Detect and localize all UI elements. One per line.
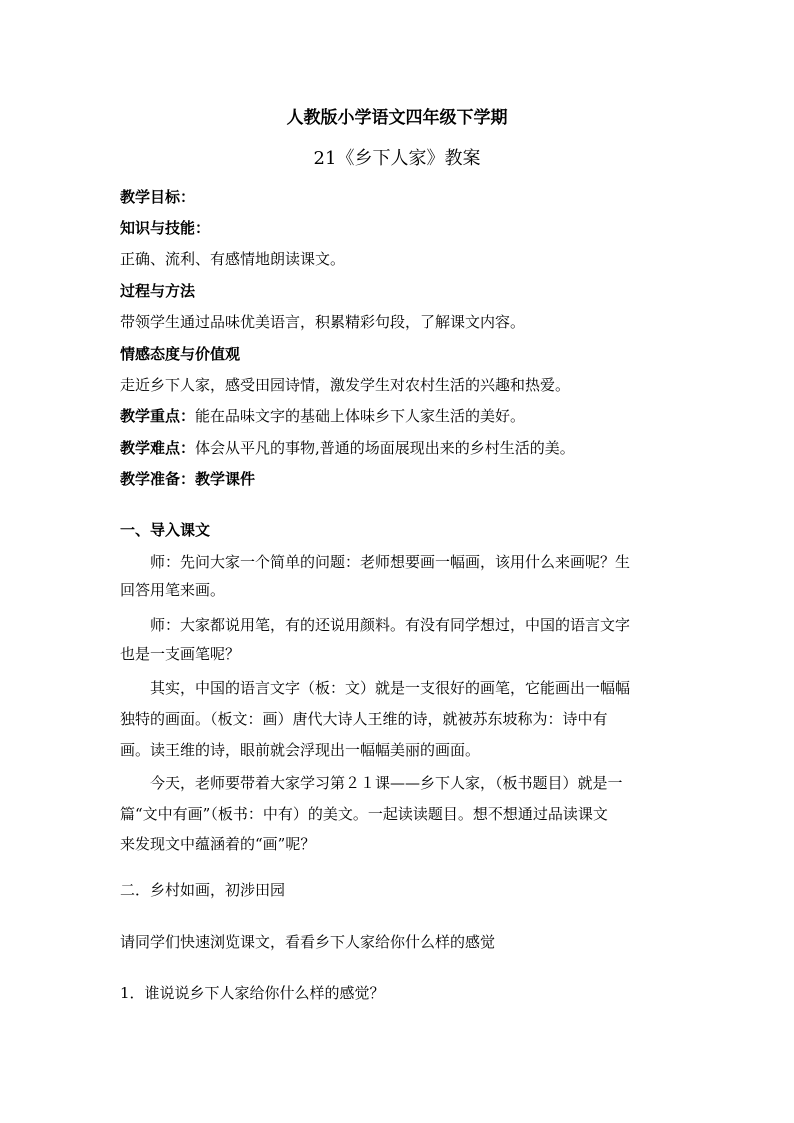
document-subtitle: 21《乡下人家》教案 bbox=[313, 148, 481, 169]
difficulty bbox=[120, 438, 680, 458]
difficulty-text: 体会从平凡的事物,普通的场面展现出来的乡村生活的美。 bbox=[195, 439, 575, 457]
section1-line: 其实，中国的语言文字（板：文）就是一支很好的画笔，它能画出一幅幅 bbox=[150, 679, 631, 697]
objectives-heading: 教学目标： bbox=[120, 188, 196, 206]
section1-line: 也是一支画笔呢？ bbox=[120, 645, 241, 663]
process-text: 带领学生通过品味优美语言，积累精彩句段，了解课文内容。 bbox=[120, 313, 526, 331]
section1-line: 今天，老师要带着大家学习第２１课——乡下人家，（板书题目）就是一 bbox=[150, 774, 623, 792]
section1-line: 师：大家都说用笔，有的还说用颜料。有没有同学想过，中国的语言文字 bbox=[150, 616, 631, 634]
difficulty-label: 教学难点： bbox=[120, 439, 196, 457]
preparation: 教学准备：教学课件 bbox=[120, 470, 256, 488]
section2-question: 1．谁说说乡下人家给你什么样的感觉？ bbox=[120, 984, 385, 1002]
section1-line: 回答用笔来画。 bbox=[120, 581, 226, 599]
section2-heading: 二．乡村如画，初涉田园 bbox=[120, 881, 286, 899]
document-title: 人教版小学语文四年级下学期 bbox=[286, 108, 508, 128]
section1-line: 篇“文中有画”（板书：中有）的美文。一起读读题目。想不想通过品读课文 bbox=[120, 805, 608, 823]
knowledge-text: 正确、流利、有感情地朗读课文。 bbox=[120, 250, 346, 268]
section1-line: 来发现文中蕴涵着的“画”呢？ bbox=[120, 835, 316, 853]
key-point-text: 能在品味文字的基础上体味乡下人家生活的美好。 bbox=[195, 407, 526, 425]
section1-heading: 一、导入课文 bbox=[120, 521, 211, 539]
key-point bbox=[120, 406, 680, 426]
emotion-text: 走近乡下人家，感受田园诗情，激发学生对农村生活的兴趣和热爱。 bbox=[120, 376, 571, 394]
section1-line: 师：先问大家一个简单的问题：老师想要画一幅画，该用什么来画呢？生 bbox=[150, 553, 631, 571]
section2-intro: 请同学们快速浏览课文，看看乡下人家给你什么样的感觉 bbox=[120, 933, 496, 951]
emotion-heading: 情感态度与价值观 bbox=[120, 345, 241, 363]
key-point-label: 教学重点： bbox=[120, 407, 196, 425]
knowledge-heading: 知识与技能： bbox=[120, 219, 211, 237]
section1-line: 画。读王维的诗，眼前就会浮现出一幅幅美丽的画面。 bbox=[120, 741, 481, 759]
section1-line: 独特的画面。（板文：画）唐代大诗人王维的诗，就被苏东坡称为：诗中有 bbox=[120, 710, 608, 728]
process-heading: 过程与方法 bbox=[120, 282, 196, 300]
